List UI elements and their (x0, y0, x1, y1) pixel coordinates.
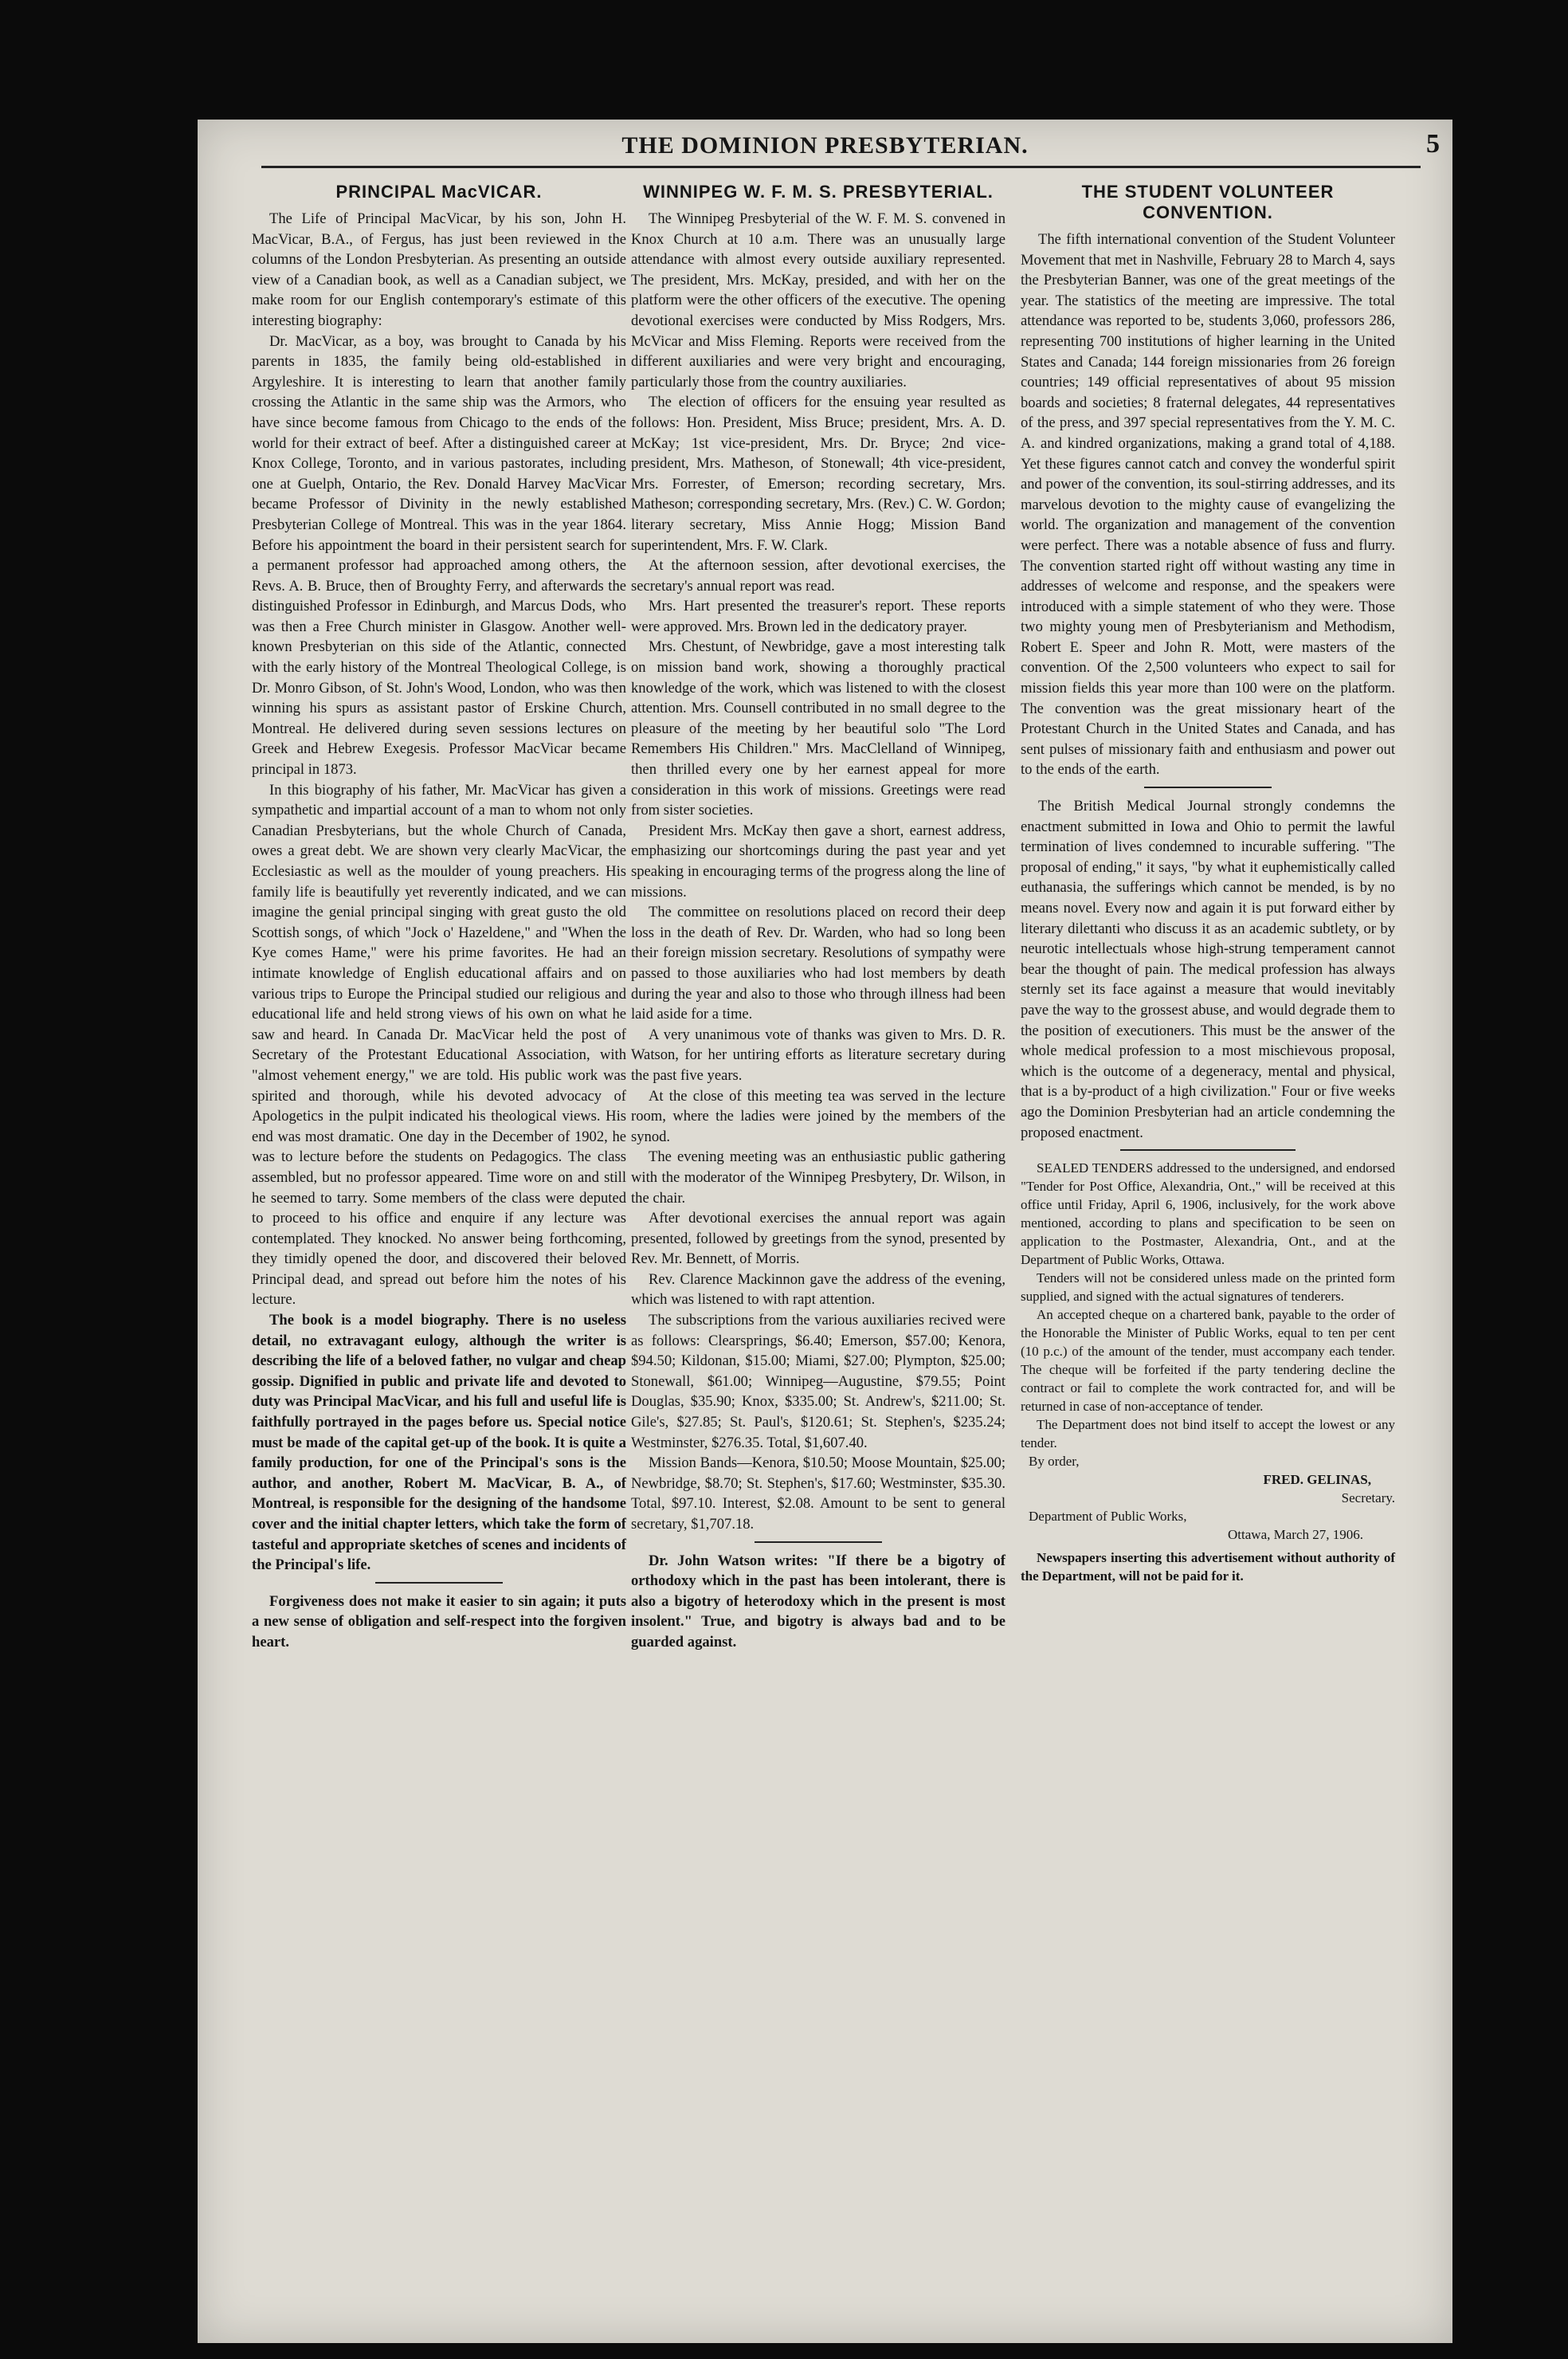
paragraph: The Department does not bind itself to accept the lowest or any tender. (1021, 1417, 1395, 1451)
paragraph: President Mrs. McKay then gave a short, earnest address, emphasizing our shortcomings during the past year and yet speaking in encouraging terms of the progress along the line of missions. (631, 822, 1005, 901)
paragraph: The Winnipeg Presbyterial of the W. F. M. S. convened in Knox Church at 10 a.m. There was an unusually large attendance with almost every outside auxiliary represented. The president, Mrs. McKay, presided, and with her on the platform were the other officers of the executive. The opening devotional exercises were conducted by Miss Rodgers, Mrs. McVicar and Miss Fleming. Reports were received from the different auxiliaries and were very bright and encouraging, particularly those from the country auxiliaries. (631, 210, 1005, 391)
paragraph: Forgiveness does not make it easier to sin again; it puts a new sense of obligation and self-respect into the forgiven heart. (252, 1592, 626, 1651)
paragraph: The British Medical Journal strongly condemns the enactment submitted in Iowa and Ohio to permit the lawful termination of lives condemned to incurable suffering. "The proposal of ending," it says, "by what it euphemistically called euthanasia, the sufferings which cannot be mended, is by no means novel. Every now and again it is put forward either by literary dilettanti who discuss it as an academic subtlety, or by neurotic intellectuals whose high-strung temperament cannot bear the thought of pain. The medical profession has always sternly set its face against a measure that would inevitably pave the way to the grossest abuse, and would degrade them to the position of executioners. This must be the answer of the whole medical profession to a most mischievous proposal, which is the outcome of a degeneracy, mental and physical, that is a by-product of a high civilization." Four or five weeks ago the Dominion Presbyterian had an article condemning the proposed enactment. (1021, 798, 1395, 1141)
paragraph: Rev. Clarence Mackinnon gave the address of the evening, which was listened to with rapt attention. (631, 1270, 1005, 1309)
paragraph: The committee on resolutions placed on record their deep loss in the death of Rev. Dr. Warden, who had so long been their foreign mission secretary. Resolutions of sympathy were passed to those auxiliaries who had lost members by death during the year and also to those who through illness had been laid aside for a time. (631, 904, 1005, 1023)
signatory-name: FRED. GELINAS, (1263, 1472, 1371, 1488)
paragraph: Mission Bands—Kenora, $10.50; Moose Mountain, $25.00; Newbridge, $8.70; St. Stephen's, $17.60; Westminster, $35.30. Total, $97.10. Interest, $2.08. Amount to be sent to general secretary, $1,707.18. (631, 1454, 1005, 1533)
paragraph: Dr. MacVicar, as a boy, was brought to Canada by his parents in 1835, the family being old-established in Argyleshire. It is interesting to learn that another family crossing the Atlantic in the same ship was the Armors, who have since become famous from Chicago to the ends of the world for their extract of beef. After a distinguished career at Knox College, Toronto, and in various pastorates, including one at Guelph, Ontario, the Rev. Donald Harvey MacVicar became Professor of Divinity in the newly established Presbyterian College of Montreal. This was in the year 1864. Before his appointment the board in their persistent search for a permanent professor had approached among others, the Revs. A. B. Bruce, then of Broughty Ferry, and afterwards the distinguished Professor in Edinburgh, and Marcus Dods, who was then a Free Church minister in Glasgow. Another well-known Presbyterian on this side of the Atlantic, connected with the early history of the Montreal Theological College, is Dr. Monro Gibson, of St. John's Wood, London, who was then winning his spurs as assistant pastor of Erskine Church, Montreal. He delivered during seven sessions lectures on Greek and Hebrew Exegesis. Professor MacVicar became principal in 1873. (252, 332, 626, 779)
paragraph: The book is a model biography. There is no useless detail, no extravagant eulogy, although the writer is describing the life of a beloved father, no vulgar and cheap gossip. Dignified in public and private life and devoted to duty was Principal MacVicar, and his full and useful life is faithfully portrayed in the pages before us. Special notice must be made of the capital get-up of the book. It is quite a family production, for one of the Principal's sons is the author, and another, Robert M. MacVicar, B. A., of Montreal, is responsible for the designing of the handsome cover and the initial chapter letters, which take the form of tasteful and appropriate sketches of scenes and incidents of the Principal's life. (252, 1312, 626, 1574)
paragraph: The evening meeting was an enthusiastic public gathering with the moderator of the Winnipeg Presbytery, Dr. Wilson, in the chair. (631, 1148, 1005, 1207)
paragraph: Tenders will not be considered unless made on the printed form supplied, and signed with the actual signatures of tenderers. (1021, 1270, 1395, 1305)
divider (755, 1541, 882, 1543)
paragraph: The subscriptions from the various auxiliaries recived were as follows: Clearsprings, $6.40; Emerson, $57.00; Kenora, $94.50; Kildonan, $15.00; Miami, $27.00; Plympton, $25.00; Stonewall, $61.00; Winnipeg—Augustine, $79.55; Point Douglas, $35.90; Knox, $335.00; St. Andrew's, $211.00; St. Gile's, $27.85; St. Paul's, $120.61; St. Stephen's, $235.24; Westminster, $276.35. Total, $1,607.40. (631, 1312, 1005, 1451)
divider (1120, 1149, 1296, 1151)
paragraph: An accepted cheque on a chartered bank, payable to the order of the Honorable the Minister of Public Works, equal to ten per cent (10 p.c.) of the amount of the tender, must accompany each tender. The cheque will be forfeited if the party tendering decline the contract or fail to complete the work contracted for, and will be returned in case of non-acceptance of tender. (1021, 1307, 1395, 1415)
paragraph: Mrs. Chestunt, of Newbridge, gave a most interesting talk on mission band work, showing a thoroughly practical knowledge of the work, which was listened to with the closest attention. Mrs. Counsell contributed in no small degree to the pleasure of the meeting by her beautiful solo "The Lord Remembers His Children." Mrs. MacClelland of Winnipeg, then thrilled every one by her earnest appeal for more consideration in this work of missions. Greetings were read from sister societies. (631, 638, 1005, 819)
article-heading: WINNIPEG W. F. M. S. PRESBYTERIAL. (643, 182, 994, 202)
paragraph: SEALED TENDERS addressed to the undersigned, and endorsed "Tender for Post Office, Alexandria, Ont.," will be received at this office until Friday, April 6, 1906, inclusively, for the work above mentioned, according to plans and specification to be seen on application to the Postmaster, Alexandria, Ont., and at the Department of Public Works, Ottawa. (1021, 1160, 1395, 1268)
paragraph: Mrs. Hart presented the treasurer's report. These reports were approved. Mrs. Brown led in the dedicatory prayer. (631, 598, 1005, 635)
tender-notice (1021, 1159, 1395, 1585)
masthead-rule (261, 166, 1421, 168)
masthead: THE DOMINION PRESBYTERIAN. (621, 132, 1029, 159)
paragraph: The fifth international convention of the Student Volunteer Movement that met in Nashville, February 28 to March 4, says the Presbyterian Banner, was one of the great meetings of the year. The statistics of the meeting are impressive. The total attendance was reported to be, students 3,060, professors 286, representing 700 institutions of higher learning in the United States and Canada; 144 foreign missionaries from 26 foreign countries; 149 official representatives of about 95 mission boards and societies; 8 fraternal delegates, 44 representatives of the press, and 397 special representatives from the Y. M. C. A. and kindred organizations, making a grand total of 4,188. Yet these figures cannot catch and convey the wonderful spirit and power of the convention, its soul-stirring addresses, and its marvelous devotion to the mighty cause of evangelizing the world. The organization and management of the convention were perfect. There was a notable absence of fuss and flurry. The convention started right off without wasting any time in addresses of welcome and response, and the speakers were introduced with a simple statement of who they were. Those two mighty young men of Presbyterianism and Methodism, Robert E. Speer and John R. Mott, were masters of the convention. Of the 2,500 volunteers who expect to sail for mission fields this year more than 100 were on the platform. The convention was the great missionary heart of the Protestant Church in the United States and Canada, and has sent pulses of missionary faith and enthusiasm and power out to the ends of the earth. (1021, 231, 1395, 779)
paragraph: At the afternoon session, after devotional exercises, the secretary's annual report was read. (631, 557, 1005, 595)
article-heading: PRINCIPAL MacVICAR. (335, 182, 543, 202)
paragraph: The election of officers for the ensuing year resulted as follows: Hon. President, Miss Bruce; president, Mrs. A. D. McKay; 1st vice-president, Mrs. Dr. Bryce; 2nd vice-president, Mrs. Matheson, of Stonewall; 4th vice-president, Mrs. Forrester, of Emerson; recording secretary, Mrs. Matheson; corresponding secretary, Mrs. (Rev.) C. W. Gordon; literary secretary, Miss Annie Hogg; Mission Band superintendent, Mrs. F. W. Clark. (631, 394, 1005, 554)
paragraph: A very unanimous vote of thanks was given to Mrs. D. R. Watson, for her untiring efforts as literature secretary during the past five years. (631, 1026, 1005, 1084)
newspaper-page (198, 120, 1452, 2343)
page-number: 5 (1426, 129, 1440, 159)
department-line: Department of Public Works, (1029, 1509, 1187, 1525)
column-principal-macvicar (252, 182, 626, 1653)
column-student-volunteer (1021, 182, 1395, 1585)
paragraph: After devotional exercises the annual report was again presented, followed by greetings from the synod, presented by Rev. Mr. Bennett, of Morris. (631, 1210, 1005, 1268)
signatory-title: Secretary. (1341, 1490, 1395, 1506)
divider (375, 1582, 503, 1584)
paragraph: Newspapers inserting this advertisement without authority of the Department, will not be paid for it. (1021, 1550, 1395, 1584)
paragraph: In this biography of his father, Mr. MacVicar has given a sympathetic and impartial account of a man to whom not only Canadian Presbyterians, but the whole Church of Canada, owes a great debt. We are shown very clearly MacVicar, the Ecclesiastic as well as the moulder of young preachers. His family life is beautifully yet reverently indicated, and we can imagine the genial principal singing with great gusto the old Scottish songs, of which "Jock o' Hazeldene," and "When the Kye comes Hame," were his prime favorites. He had an intimate knowledge of English educational affairs and on various trips to Europe the Principal studied our religious and educational life and held strong views of his own on what he saw and heard. In Canada Dr. MacVicar held the post of Secretary of the Protestant Educational Association, with "almost vehement energy," we are told. His public work was spirited and thorough, while his devoted advocacy of Apologetics in the pulpit indicated his theological views. His end was most dramatic. One day in the December of 1902, he was to lecture before the students on Pedagogics. The class assembled, but no professor appeared. Time wore on and still he seemed to tarry. Some members of the class were deputed to proceed to his office and enquire if any lecture was contemplated. They knocked. No answer being forthcoming, they timidly opened the door, and discovered their beloved Principal dead, and spread out before him the notes of his lecture. (252, 781, 626, 1309)
date-line: Ottawa, March 27, 1906. (1228, 1527, 1363, 1543)
article-heading: THE STUDENT VOLUNTEER CONVENTION. (1081, 182, 1335, 222)
column-winnipeg-wfms (631, 182, 1005, 1653)
paragraph: The Life of Principal MacVicar, by his son, John H. MacVicar, B.A., of Fergus, has just been reviewed in the columns of the London Presbyterian. As presenting an outside view of a Canadian book, as well as a Canadian subject, we make room for our English contemporary's estimate of this interesting biography: (252, 210, 626, 329)
divider (1144, 787, 1272, 788)
paragraph: Dr. John Watson writes: "If there be a bigotry of orthodoxy which in the past has been intolerant, there is also a bigotry of heterodoxy which in the present is most insolent." True, and bigotry is always bad and to be guarded against. (631, 1552, 1005, 1651)
paragraph: At the close of this meeting tea was served in the lecture room, where the ladies were joined by the members of the synod. (631, 1087, 1005, 1145)
by-order: By order, (1029, 1454, 1080, 1470)
